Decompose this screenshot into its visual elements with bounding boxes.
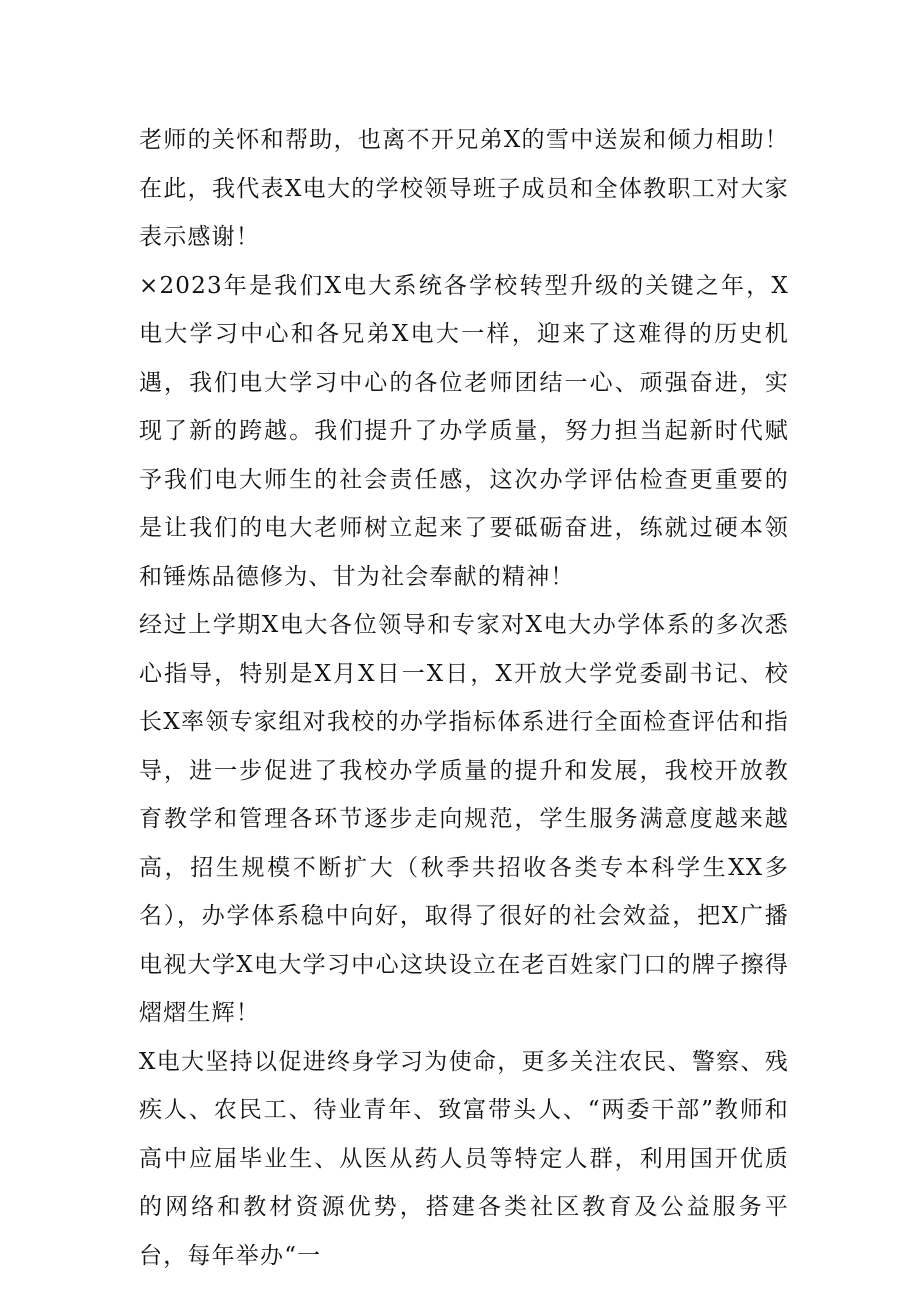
paragraph-thanks: 老师的关怀和帮助，也离不开兄弟X的雪中送炭和倾力相助！在此，我代表X电大的学校领导班子成员和全体教职工对大家表示感谢！ — [139, 127, 789, 250]
paragraph-lifelong-learning: X电大坚持以促进终身学习为使命，更多关注农民、警察、残疾人、农民工、待业青年、致富带头人、“两委干部”教师和高中应届毕业生、从医从药人员等特定人群，利用国开优质的网络和教材资源优势，搭建各类社区教育及公益服务平台，每年举办“一 — [139, 1048, 789, 1269]
paragraph-2023-milestone: ×2023年是我们X电大系统各学校转型升级的关键之年，X电大学习中心和各兄弟X电大一样，迎来了这难得的历史机遇，我们电大学习中心的各位老师团结一心、顽强奋进，实现了新的跨越。我们提升了办学质量，努力担当起新时代赋予我们电大师生的社会责任感，这次办学评估检查更重要的是让我们的电大老师树立起来了要砥砺奋进，练就过硬本领和锤炼品德修为、甘为社会奉献的精神！ — [139, 272, 789, 590]
document-body — [139, 116, 789, 1280]
paragraph-guidance-and-evaluation: 经过上学期X电大各位领导和专家对X电大办学体系的多次悉心指导，特别是X月X日一X日，X开放大学党委副书记、校长X率领专家组对我校的办学指标体系进行全面检查评估和指导，进一步促进了我校办学质量的提升和发展，我校开放教育教学和管理各环节逐步走向规范，学生服务满意度越来越高，招生规模不断扩大（秋季共招收各类专本科学生XX多名），办学体系稳中向好，取得了很好的社会效益，把X广播电视大学X电大学习中心这块设立在老百姓家门口的牌子擦得熠熠生辉！ — [139, 612, 789, 1026]
